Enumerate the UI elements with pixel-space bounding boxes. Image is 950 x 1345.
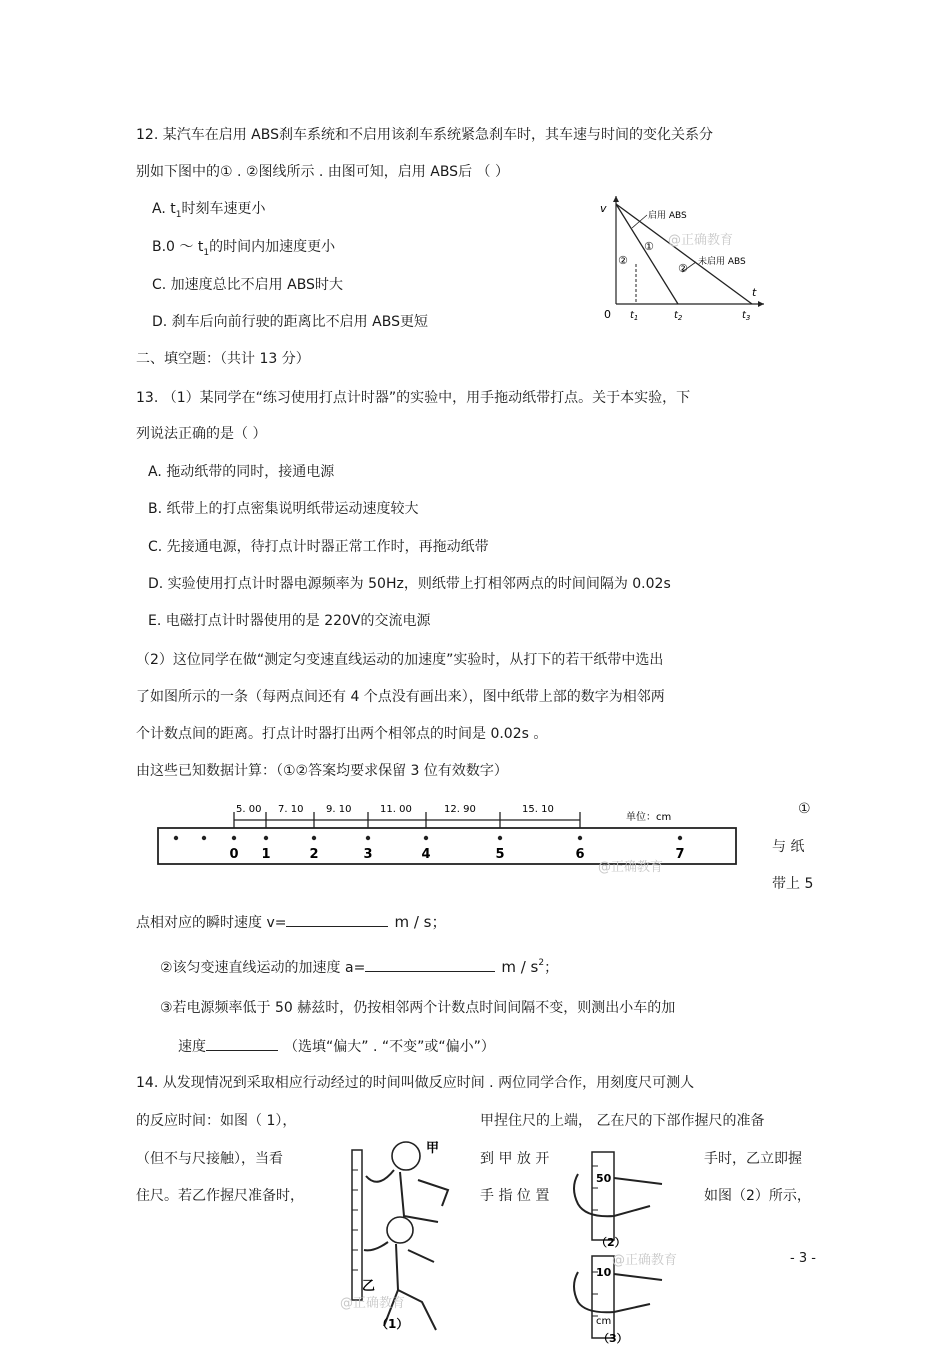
q13-line-1: 13. （1）某同学在“练习使用打点计时器”的实验中，用手拖动纸带打点。关于本实验，下 [136, 390, 691, 406]
q12-line-1: 12. 某汽车在启用 ABS刹车系统和不启用该刹车系统紧急刹车时，其车速与时间的变化关系分 [136, 127, 713, 143]
origin-label: 0 [604, 308, 611, 321]
q12-option-b: B.0 ～ $t_1$的时间内加速度更小 [152, 239, 336, 258]
figure-2-3-hands [566, 1148, 676, 1344]
v-label: v [600, 202, 607, 215]
q12-option-a: A. $t_1$时刻车速更小 [152, 201, 266, 220]
figure-1-students [338, 1130, 470, 1345]
figure-1-caption: （1） [376, 1317, 409, 1331]
q14-line-4b: 手 指 位 置 [480, 1188, 550, 1204]
t-label: t [752, 286, 757, 299]
velocity-blank[interactable] [286, 912, 388, 927]
q12-option-c: C. 加速度总比不启用 ABS时大 [152, 277, 343, 293]
page-number: - 3 - [790, 1251, 816, 1266]
student-jia-label: 甲 [426, 1141, 440, 1156]
distance-1-2: 7. 10 [278, 804, 304, 815]
q14-line-3b: 到 甲 放 开 [480, 1151, 550, 1167]
acceleration-blank[interactable] [365, 957, 495, 972]
watermark: @正确教育 [340, 1296, 406, 1311]
q13-side-text-1: ① [798, 801, 811, 817]
q13-option-d: D. 实验使用打点计时器电源频率为 50Hz，则纸带上打相邻两点的时间间隔为 0.02s [148, 576, 671, 592]
distance-5-6: 15. 10 [522, 804, 554, 815]
q14-line-4a: 住尺。若乙作握尺准备时， [136, 1188, 304, 1204]
frequency-effect-blank[interactable] [206, 1036, 278, 1051]
q13-sub-3-line-2: 速度 （选填“偏大” . “不变”或“偏小”） [178, 1036, 495, 1056]
distance-3-4: 11. 00 [380, 804, 412, 815]
distance-4-5: 12. 90 [444, 804, 476, 815]
q13-part2-line-1: （2）这位同学在做“测定匀变速直线运动的加速度”实验时，从打下的若干纸带中选出 [136, 652, 664, 668]
watermark: @正确教育 [668, 233, 734, 248]
point-5-label: 5 [495, 847, 505, 862]
q14-line-3c: 手时，乙立即握 [704, 1151, 802, 1167]
point-0-label: 0 [229, 847, 239, 862]
label-abs: 启用 ABS [648, 211, 687, 221]
q13-part2-line-3: 个计数点间的距离。打点计时器打出两个相邻点的时间是 0.02s 。 [136, 726, 548, 742]
student-jia-head [392, 1142, 420, 1170]
q12-line-2: 别如下图中的① . ②图线所示 . 由图可知，启用 ABS后 （ ） [136, 164, 509, 180]
q13-side-text-3: 带上 5 [772, 876, 814, 892]
ruler [352, 1150, 362, 1300]
curve-2-marker-left: ② [618, 254, 628, 267]
q13-option-e: E. 电磁打点计时器使用的是 220V的交流电源 [148, 613, 431, 629]
q13-sub-2: ②该匀变速直线运动的加速度 $a= m / s^2$； [160, 958, 559, 976]
cm-label: cm [596, 1316, 612, 1327]
t3-label: $t_3$ [742, 310, 751, 322]
q14-line-2a: 的反应时间：如图（ 1）， [136, 1113, 297, 1129]
watermark: @正确教育 [598, 860, 664, 875]
q13-line-2: 列说法正确的是（ ） [136, 426, 267, 442]
t2-label: $t_2$ [674, 310, 683, 322]
q14-line-4c: 如图（2）所示， [704, 1188, 811, 1204]
q12-option-d: D. 刹车后向前行驶的距离比不启用 ABS更短 [152, 314, 428, 330]
q13-sub-1: 点相对应的瞬时速度 v= m / s； [136, 913, 447, 931]
ruler-fig-2 [592, 1152, 614, 1240]
figure-3-caption: （3） [598, 1332, 628, 1344]
hand-fig-2 [574, 1174, 662, 1216]
ruler-reading-fig-3: 10 [596, 1266, 612, 1279]
q13-part2-line-4: 由这些已知数据计算：（①②答案均要求保留 3 位有效数字） [136, 763, 508, 779]
q13-side-text-2: 与 纸 [772, 839, 805, 855]
watermark: @正确教育 [612, 1253, 678, 1268]
student-yi-label: 乙 [362, 1279, 376, 1294]
distance-2-3: 9. 10 [326, 804, 352, 815]
section-2-heading: 二、填空题：（共计 13 分） [136, 351, 310, 367]
curve-2-marker-right: ② [678, 262, 688, 275]
distance-0-1: 5. 00 [236, 804, 262, 815]
q13-option-b: B. 纸带上的打点密集说明纸带运动速度较大 [148, 501, 419, 517]
hand-fig-3 [574, 1272, 662, 1312]
point-7-label: 7 [675, 847, 685, 862]
q14-line-2b: 甲捏住尺的上端， 乙在尺的下部作握尺的准备 [480, 1113, 765, 1129]
point-4-label: 4 [421, 847, 431, 862]
point-2-label: 2 [309, 847, 319, 862]
q13-sub-3-line-1: ③若电源频率低于 50 赫兹时，仍按相邻两个计数点时间间隔不变，则测出小车的加 [160, 1000, 676, 1016]
label-no-abs: 未启用 ABS [698, 257, 746, 267]
q13-option-c: C. 先接通电源，待打点计时器正常工作时，再拖动纸带 [148, 539, 489, 555]
vt-graph [592, 192, 772, 324]
curve-1-marker: ① [644, 240, 654, 253]
figure-2-caption: （2） [596, 1236, 626, 1249]
t1-label: $t_1$ [630, 310, 639, 322]
q13-part2-line-2: 了如图所示的一条（每两点间还有 4 个点没有画出来），图中纸带上部的数字为相邻两 [136, 689, 665, 705]
point-6-label: 6 [575, 847, 585, 862]
ruler-reading-fig-2: 50 [596, 1172, 612, 1185]
point-3-label: 3 [363, 847, 373, 862]
student-yi-head [387, 1217, 413, 1243]
q13-option-a: A. 拖动纸带的同时，接通电源 [148, 464, 335, 480]
q14-line-3a: （但不与尺接触），当看 [136, 1151, 283, 1167]
unit-label: 单位：cm [626, 812, 672, 823]
q14-line-1: 14. 从发现情况到采取相应行动经过的时间叫做反应时间 . 两位同学合作，用刻度尺可测人 [136, 1075, 695, 1091]
point-1-label: 1 [261, 847, 271, 862]
